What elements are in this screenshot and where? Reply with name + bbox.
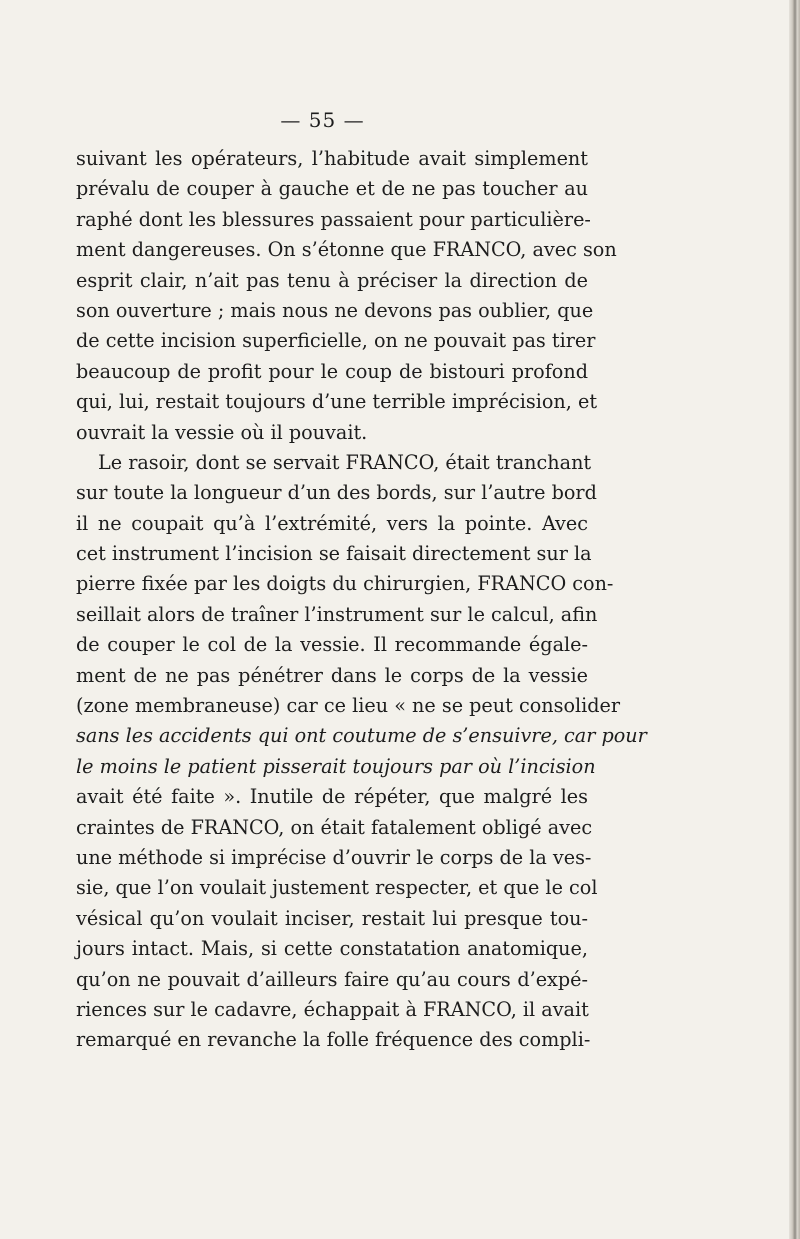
text-line: craintes de FRANCO, on était fatalement obligé avec	[76, 815, 593, 839]
text-line: de couper le col de la vessie. Il recommande égale-	[76, 633, 588, 657]
text-line: vésical qu’on voulait inciser, restait lui presque tou-	[76, 906, 588, 930]
text-line: prévalu de couper à gauche et de ne pas toucher au	[76, 177, 588, 201]
text-line: ment de ne pas pénétrer dans le corps de la vessie	[76, 663, 588, 687]
text-line: il ne coupait qu’à l’extrémité, vers la pointe. Avec	[76, 511, 588, 535]
text-line: son ouverture ; mais nous ne devons pas oublier, que	[76, 298, 594, 322]
text-line: (zone membraneuse) car ce lieu « ne se peut consolider	[76, 694, 621, 718]
text-line: beaucoup de profit pour le coup de bistouri profond	[76, 359, 588, 383]
text-line-italic: le moins le patient pisserait toujours par où l’incision	[76, 754, 596, 778]
text-line: raphé dont les blessures passaient pour particulière-	[76, 207, 591, 231]
text-line: une méthode si imprécise d’ouvrir le corps de la ves-	[76, 845, 592, 869]
text-line: sur toute la longueur d’un des bords, sur l’autre bord	[76, 481, 597, 505]
text-line: suivant les opérateurs, l’habitude avait simplement	[76, 147, 588, 170]
page-edge-shadow	[789, 0, 800, 1239]
text-line: remarqué en revanche la folle fréquence des compli-	[76, 1028, 591, 1052]
text-line: sie, que l’on voulait justement respecter, et que le col	[76, 876, 598, 900]
text-line-italic: sans les accidents qui ont coutume de s’ensuivre, car pour	[76, 724, 647, 748]
text-line: qu’on ne pouvait d’ailleurs faire qu’au cours d’expé-	[76, 967, 588, 991]
text-line: seillait alors de traîner l’instrument sur le calcul, afin	[76, 602, 598, 626]
text-line: esprit clair, n’ait pas tenu à préciser la direction de	[76, 268, 588, 292]
body-text	[76, 144, 647, 1056]
text-line: de cette incision superficielle, on ne pouvait pas tirer	[76, 329, 596, 353]
text-line: cet instrument l’incision se faisait directement sur la	[76, 542, 592, 566]
page-number: — 55 —	[280, 108, 365, 132]
text-line: avait été faite ». Inutile de répéter, que malgré les	[76, 785, 588, 809]
text-line: ouvrait la vessie où il pouvait.	[76, 420, 368, 444]
text-line: qui, lui, restait toujours d’une terrible imprécision, et	[76, 390, 598, 414]
text-line: pierre fixée par les doigts du chirurgien, FRANCO con-	[76, 572, 614, 596]
text-line: Le rasoir, dont se servait FRANCO, était tranchant	[98, 450, 592, 474]
text-line: ment dangereuses. On s’étonne que FRANCO, avec son	[76, 238, 617, 262]
text-line: riences sur le cadavre, échappait à FRANCO, il avait	[76, 997, 589, 1021]
text-line: jours intact. Mais, si cette constatation anatomique,	[76, 937, 588, 961]
